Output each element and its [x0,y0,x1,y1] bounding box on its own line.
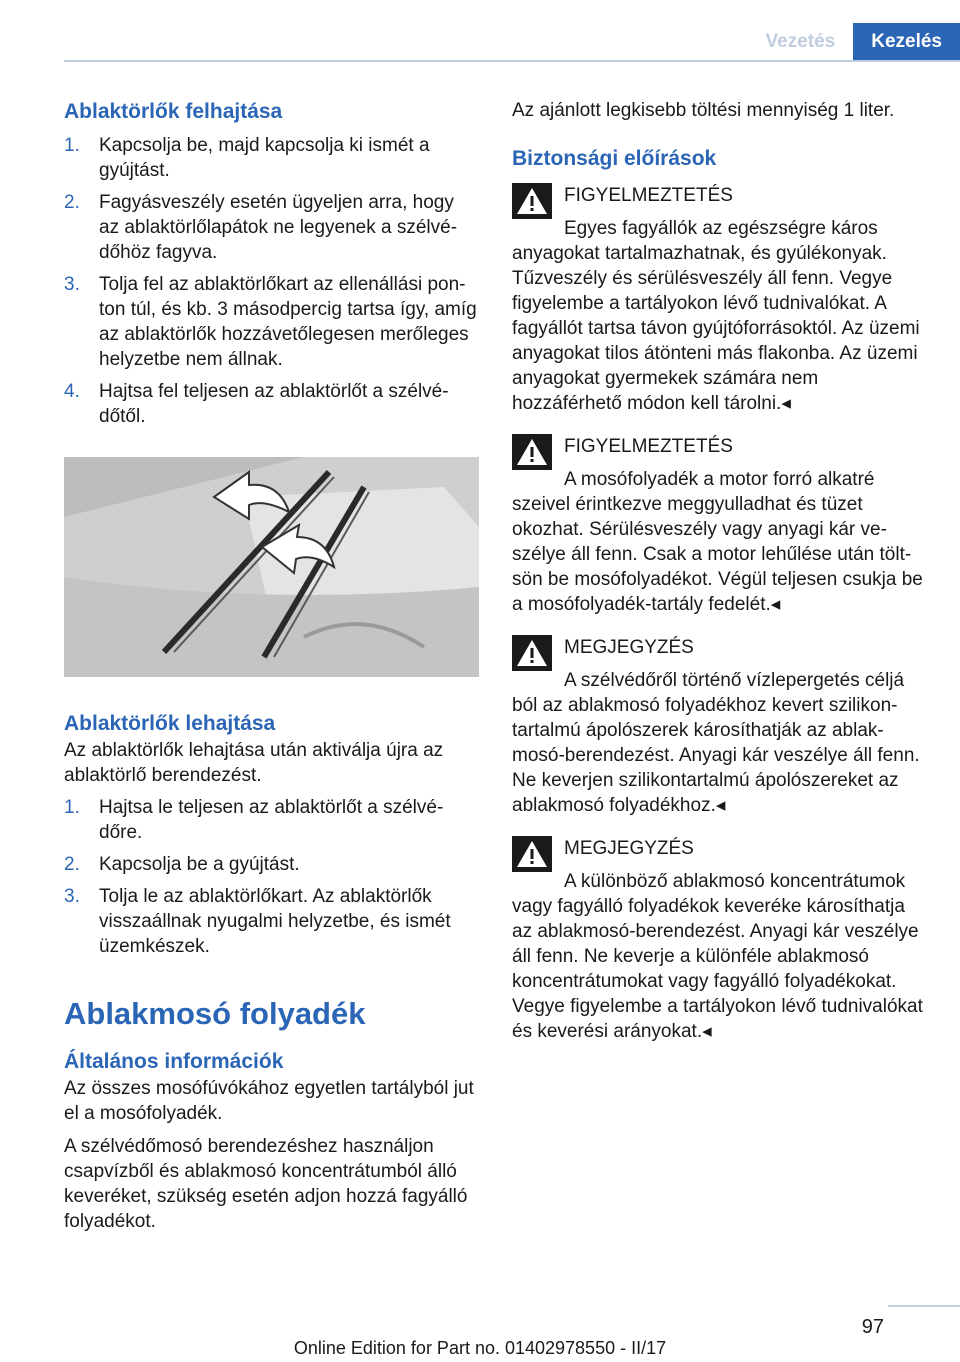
notice-block [512,635,924,818]
warning-first-line: Egyes fagyállók az egészségre káros [564,218,878,239]
page-number: 97 [861,1316,884,1338]
left-column [64,98,479,1234]
warning-triangle-icon [512,183,552,219]
warning-block [512,434,924,617]
list-item: 4. Hajtsa fel teljesen az ablaktörlőt a szélvédőtől. [64,381,449,427]
warning-triangle-icon [512,836,552,872]
list-item: 2. Kapcsolja be a gyújtást. [64,854,300,875]
general-info-p1: Az összes mosófúvókához egyetlen tartályból jut el a mosófolyadék. [64,1078,474,1124]
notice-first-line: A szélvédőről történő vízlepergetés céljá [564,670,905,691]
list-item: 2. Fagyásveszély esetén ügyeljen arra, hogy az ablaktörlőlapátok ne legyenek a szélvédőhöz fagyva. [64,192,458,263]
general-info-p2: A szélvédőmosó berendezéshez használjon csapvízből és ablakmosó koncentrátumból álló keveréket, szükség esetén adjon hozzá fagyálló folyadékot. [64,1136,468,1232]
notice-label: MEGJEGYZÉS [564,838,694,859]
steps-wipers-down [64,795,479,959]
warning-first-line: A mosófolyadék a motor forró alkatré [564,469,875,490]
warning-body: anyagokat tartalmazhatnak, és gyúlékonyak. Tűzveszély és sérülésveszély áll fenn. Vegye figyelembe a tartályokon lévő tudnivalókat. A fagyállót tartsa távon gyújtóforrásoktól. Az üzemi anyagokat tilos átönteni más flakonba. Az üzemi anyagokat gyermekek számára nem hozzáférhető módon kell tárolni.◂ [512,243,920,414]
min-fill-text: Az ajánlott legkisebb töltési mennyiség 1 liter. [512,100,895,121]
notice-first-line: A különböző ablakmosó koncentrátumok [564,871,906,892]
header-tabs [747,23,960,61]
footer-divider [888,1305,960,1307]
notice-label: MEGJEGYZÉS [564,637,694,658]
warning-label: FIGYELMEZTETÉS [564,436,733,457]
section-title-general-info: Általános információk [64,1050,284,1073]
section-title-safety: Biztonsági előírások [512,147,717,170]
list-item: 3. Tolja fel az ablaktörlőkart az ellenállási ponton túl, és kb. 3 másodpercig tartsa így, amíg az ablaktörlők hozzávetőlegesen merőleges helyzetbe nem állnak. [64,274,477,370]
wiper-illustration [64,457,479,677]
wipers-down-intro: Az ablaktörlők lehajtása után aktiválja újra az ablaktörlő berendezést. [64,740,444,786]
section-title-wipers-up: Ablaktörlők felhajtása [64,100,283,123]
tab-vezetes[interactable]: Vezetés [747,23,853,61]
section-title-wipers-down: Ablaktörlők lehajtása [64,712,276,735]
warning-triangle-icon [512,635,552,671]
list-item: 1. Hajtsa le teljesen az ablaktörlőt a szélvédőre. [64,797,444,843]
list-item: 1. Kapcsolja be, majd kapcsolja ki ismét a gyújtást. [64,135,430,181]
warning-label: FIGYELMEZTETÉS [564,185,733,206]
right-column [512,98,924,1044]
edition-footer: Online Edition for Part no. 01402978550 - II/17 [293,1338,667,1358]
notice-body: vagy fagyálló folyadékok keveréke károsíthatja az ablakmosó-berendezést. Anyagi kár veszélye áll fenn. Ne keverje a különféle ablakmosó koncentrátumokat vagy fagyálló folyadékokat. Vegye figyelembe a tartályokon lévő tudnivalókat és keverési arányokat.◂ [512,896,923,1042]
notice-body: ból az ablakmosó folyadékhoz kevert szilikontartalmú ápolószerek károsíthatják az ablakmosó-berendezést. Anyagi kár veszélye áll fenn. Ne keverjen szilikontartalmú ápolószereket az ablakmosó folyadékhoz.◂ [512,695,920,816]
notice-block [512,836,924,1044]
warning-block [512,183,924,416]
header-divider [64,60,960,62]
warning-triangle-icon [512,434,552,470]
tab-kezeles[interactable]: Kezelés [853,23,960,61]
chapter-title: Ablakmosó folyadék [64,996,366,1031]
list-item: 3. Tolja le az ablaktörlőkart. Az ablaktörlők visszaállnak nyugalmi helyzetbe, és ismét üzemkészek. [64,886,451,957]
steps-wipers-up [64,133,479,429]
warning-body: szeivel érintkezve meggyulladhat és tüzet okozhat. Sérülésveszély vagy anyagi kár veszélye áll fenn. Csak a motor lehűlése után töltsön be mosófolyadékot. Végül teljesen csukja be a mosófolyadék-tartály fedelét.◂ [512,494,923,615]
